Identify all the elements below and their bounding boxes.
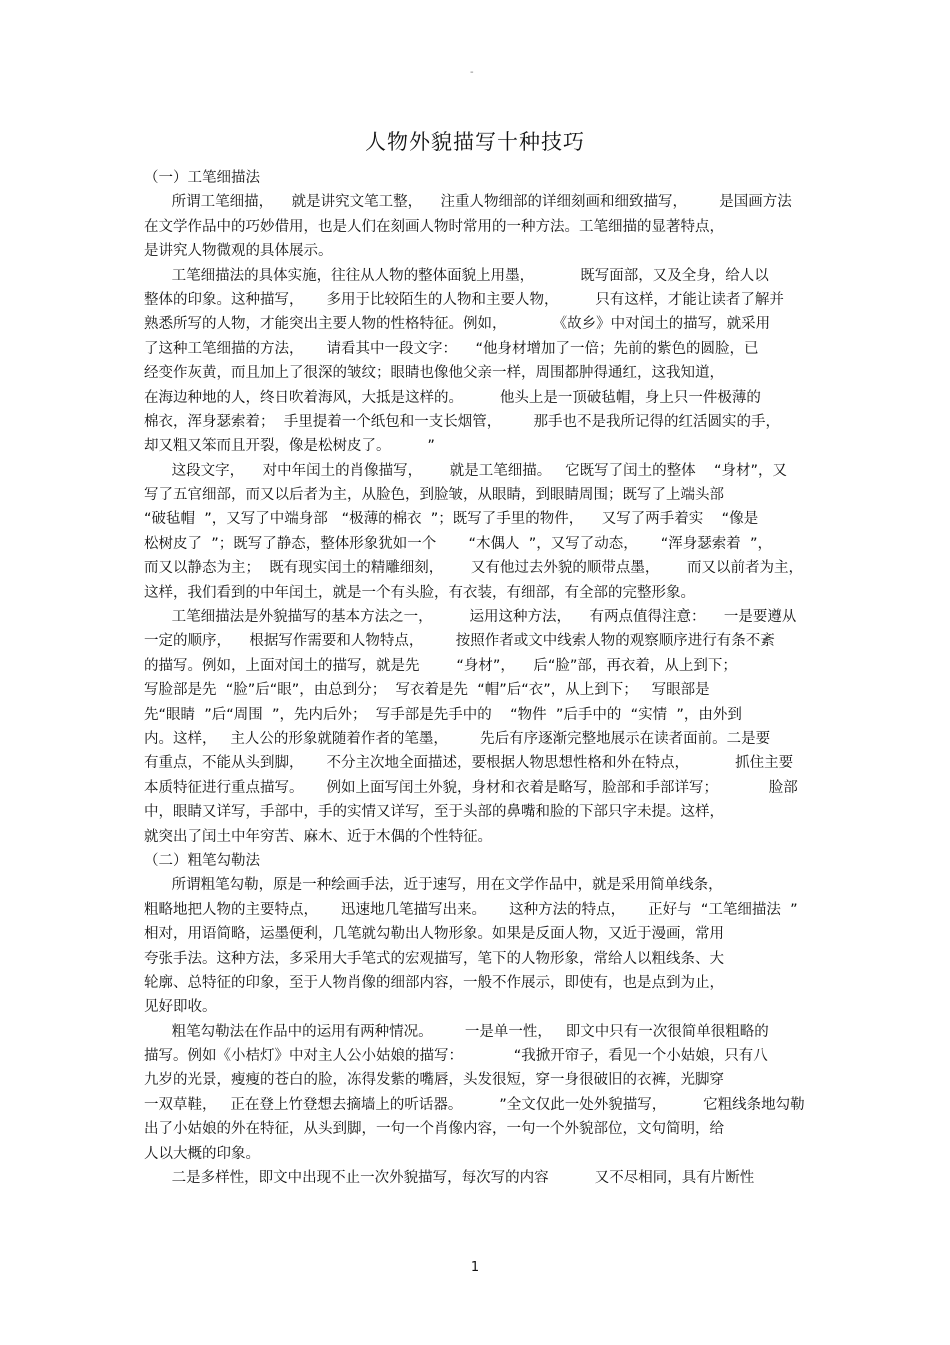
text-line: 所谓粗笔勾勒，原是一种绘画手法，近于速写，用在文学作品中，就是采用简单线条， — [144, 877, 723, 894]
text-line: 写脸部是先 “脸”后“眼”，由总到分； 写衣着是先 “帽”后“衣”，从上到下； 写眼部是 — [144, 682, 710, 699]
text-line: 整体的印象。这种描写， 多用于比较陌生的人物和主要人物， 只有这样，才能让读者了解并 — [144, 291, 784, 308]
text-line: 是讲究人物微观的具体展示。 — [144, 243, 333, 260]
text-line: 夸张手法。这种方法，多采用大手笔式的宏观描写，笔下的人物形象，常给人以粗线条、大 — [144, 950, 724, 967]
text-line: 本质特征进行重点描写。 例如上面写闰土外貌，身材和衣着是略写，脸部和手部详写； 脸部 — [144, 779, 798, 796]
text-line: “破毡帽 ”，又写了中端身部 “极薄的棉衣 ”；既写了手里的物件， 又写了两手着实 “像是 — [144, 511, 759, 528]
text-line: 内。这样， 主人公的形象就随着作者的笔墨， 先后有序逐渐完整地展示在读者面前。二是要 — [144, 730, 771, 747]
text-line: 先“眼睛 ”后“周围 ”，先内后外； 写手部是先手中的 “物件 ”后手中的 “实情 ”，由外到 — [144, 706, 742, 723]
top-mark: - — [470, 67, 474, 78]
text-line: 有重点，不能从头到脚， 不分主次地全面描述，要根据人物思想性格和外在特点， 抓住主要 — [144, 755, 794, 772]
text-line: 棉衣，浑身瑟索着； 手里提着一个纸包和一支长烟管， 那手也不是我所记得的红活圆实的手， — [144, 413, 780, 430]
text-line: 相对，用语简略，运墨便利，几笔就勾勒出人物形象。如果是反面人物，又近于漫画，常用 — [144, 926, 724, 943]
text-line: 了这种工笔细描的方法， 请看其中一段文字： “他身材增加了一倍；先前的紫色的圆脸，已 — [144, 340, 759, 357]
text-line: 粗笔勾勒法在作品中的运用有两种情况。 一是单一性， 即文中只有一次很简单很粗略的 — [144, 1023, 769, 1040]
text-line: 的描写。例如，上面对闰土的描写，就是先 “身材”， 后“脸”部，再衣着，从上到下； — [144, 657, 737, 674]
text-line: 粗略地把人物的主要特点， 迅速地几笔描写出来。 这种方法的特点， 正好与 “工笔细描法 ” — [144, 901, 798, 918]
text-line: 一双草鞋， 正在登上竹登想去摘墙上的听话器。 ”全文仅此一处外貌描写， 它粗线条地勾勒 — [144, 1096, 805, 1113]
text-line: 九岁的光景，瘦瘦的苍白的脸，冻得发紫的嘴唇，头发很短，穿一身很破旧的衣裤，光脚穿 — [144, 1072, 724, 1089]
section-heading: （二）粗笔勾勒法 — [144, 852, 260, 869]
text-line: 这样，我们看到的中年闰土，就是一个有头脸，有衣装，有细部，有全部的完整形象。 — [144, 584, 695, 601]
text-line: 描写。例如《小桔灯》中对主人公小姑娘的描写： “我掀开帘子，看见一个小姑娘，只有八 — [144, 1048, 768, 1065]
text-line: 出了小姑娘的外在特征，从头到脚，一句一个肖像内容，一句一个外貌部位，文句简明，给 — [144, 1121, 724, 1138]
text-line: 这段文字， 对中年闰土的肖像描写， 就是工笔细描。 它既写了闰土的整体 “身材”，又 — [144, 462, 788, 479]
page-number: 1 — [470, 1260, 480, 1275]
text-line: 所谓工笔细描， 就是讲究文笔工整， 注重人物细部的详细刻画和细致描写， 是国画方法 — [144, 194, 792, 211]
text-line: 写了五官细部，而又以后者为主，从脸色，到脸皱，从眼睛，到眼睛周围；既写了上端头部 — [144, 487, 724, 504]
text-line: 见好即收。 — [144, 999, 217, 1016]
text-line: 轮廓、总特征的印象，至于人物肖像的细部内容，一般不作展示，即使有，也是点到为止， — [144, 974, 724, 991]
text-line: 一定的顺序， 根据写作需要和人物特点， 按照作者或文中线索人物的观察顺序进行有条不紊 — [144, 633, 775, 650]
text-line: 而又以静态为主； 既有现实闰土的精雕细刻， 又有他过去外貌的顺带点墨， 而又以前者为主， — [144, 560, 804, 577]
text-line: 熟悉所写的人物，才能突出主要人物的性格特征。例如， 《故乡》中对闰土的描写，就采用 — [144, 316, 771, 333]
text-line: 却又粗又笨而且开裂，像是松树皮了。 ” — [144, 438, 435, 455]
text-line: 二是多样性，即文中出现不止一次外貌描写，每次写的内容 又不尽相同，具有片断性 — [144, 1170, 755, 1187]
text-line: 松树皮了 ”；既写了静态，整体形象犹如一个 “木偶人 ”，又写了动态， “浑身瑟索着 ”， — [144, 535, 773, 552]
text-line: 工笔细描法是外貌描写的基本方法之一， 运用这种方法， 有两点值得注意： 一是要遵从 — [144, 609, 797, 626]
text-line: 在文学作品中的巧妙借用，也是人们在刻画人物时常用的一种方法。工笔细描的显著特点， — [144, 218, 724, 235]
article-body — [144, 166, 808, 1190]
text-line: 中，眼睛又详写，手部中，手的实情又详写，至于头部的鼻嘴和脸的下部只字未提。这样， — [144, 804, 724, 821]
page-title: 人物外貌描写十种技巧 — [365, 130, 585, 154]
text-line: 在海边种地的人，终日吹着海风，大抵是这样的。 他头上是一顶破毡帽，身上只一件极薄的 — [144, 389, 761, 406]
text-line: 经变作灰黄，而且加上了很深的皱纹；眼睛也像他父亲一样，周围都肿得通红，这我知道， — [144, 365, 724, 382]
section-heading: （一）工笔细描法 — [144, 170, 260, 186]
text-line: 人以大概的印象。 — [144, 1145, 260, 1162]
text-line: 就突出了闰土中年穷苦、麻木、近于木偶的个性特征。 — [144, 828, 492, 845]
text-line: 工笔细描法的具体实施，往往从人物的整体面貌上用墨， 既写面部，又及全身，给人以 — [144, 267, 769, 284]
